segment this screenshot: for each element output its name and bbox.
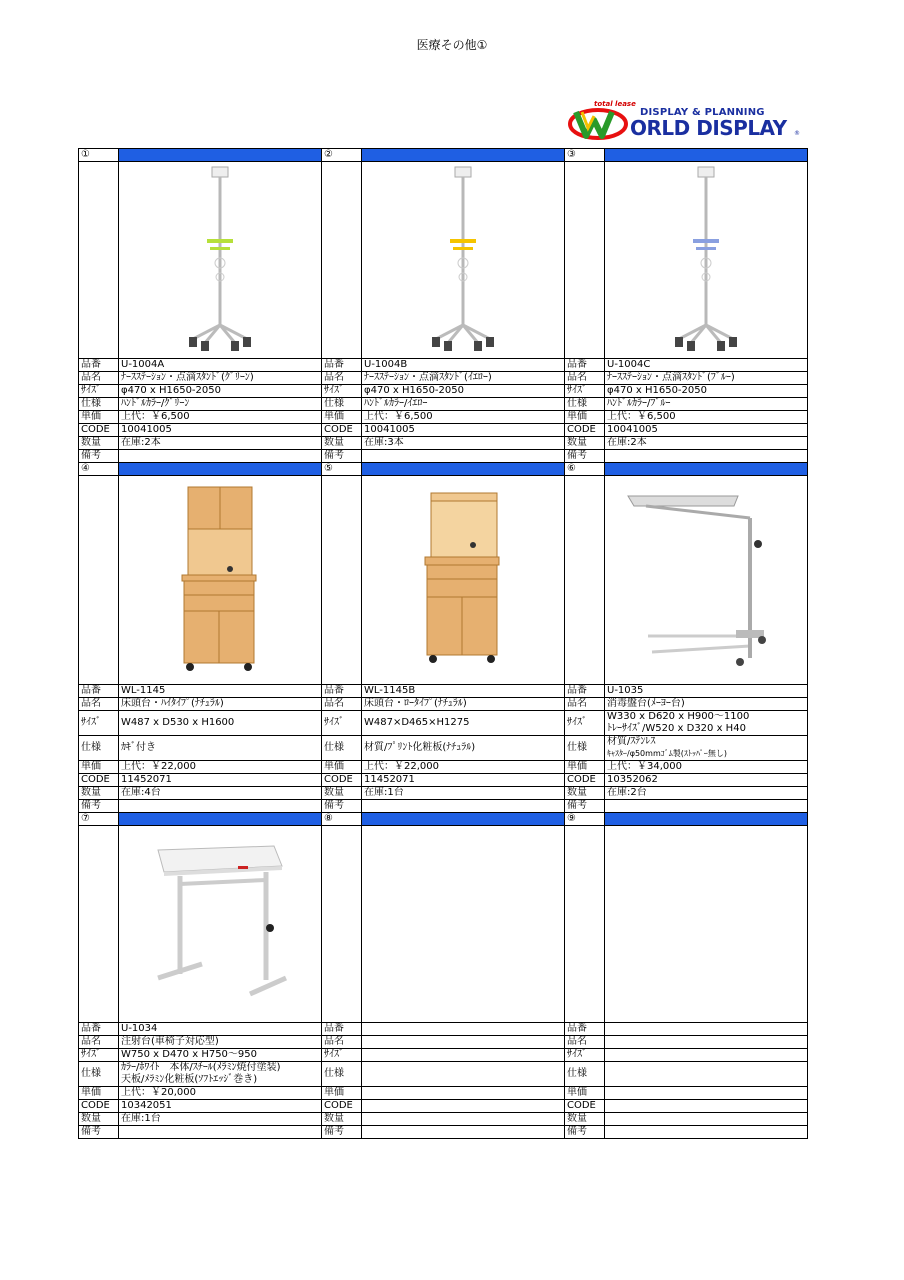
code-text: 11452071: [364, 774, 415, 785]
part-number-value: [605, 359, 808, 372]
note-label: 備考: [322, 800, 362, 813]
quantity-value: [605, 787, 808, 800]
header-bar: [119, 463, 322, 476]
size-value: [605, 385, 808, 398]
product-image-cell: [362, 162, 565, 359]
size-value: [119, 385, 322, 398]
price-value: [362, 1087, 565, 1100]
note-label: 備考: [79, 450, 119, 463]
product-name-text: 床頭台・ﾛｰﾀｲﾌﾟ(ﾅﾁｭﾗﾙ): [364, 698, 467, 709]
injection-table-image: [150, 844, 290, 1004]
item-number: ⑦: [79, 813, 119, 826]
code-value: [605, 774, 808, 787]
spec-label: 仕様: [565, 736, 605, 761]
product-name-text: 床頭台・ﾊｲﾀｲﾌﾟ(ﾅﾁｭﾗﾙ): [121, 698, 224, 709]
product-image-cell: [362, 826, 565, 1023]
size-label: ｻｲｽﾞ: [565, 385, 605, 398]
part-number-label: 品番: [79, 359, 119, 372]
image-spacer: [79, 826, 119, 1023]
size-text: φ470 x H1650-2050: [364, 385, 464, 396]
world-display-logo: [568, 100, 808, 142]
product-image-cell: [119, 476, 322, 685]
product-name-value: [362, 1036, 565, 1049]
part-number-label: 品番: [79, 1023, 119, 1036]
price-text: 上代：￥22,000: [364, 761, 439, 772]
price-label: 単価: [79, 1087, 119, 1100]
size-value: [605, 1049, 808, 1062]
product-name-label: 品名: [322, 372, 362, 385]
price-value: [119, 411, 322, 424]
price-text: 上代：￥6,500: [607, 411, 676, 422]
code-value: [362, 424, 565, 437]
product-name-label: 品名: [79, 372, 119, 385]
price-label: 単価: [79, 761, 119, 774]
product-image-cell: [605, 826, 808, 1023]
note-label: 備考: [565, 800, 605, 813]
size-label: ｻｲｽﾞ: [79, 385, 119, 398]
product-name-label: 品名: [79, 1036, 119, 1049]
logo-w-icon: [568, 104, 628, 140]
price-label: 単価: [565, 1087, 605, 1100]
quantity-value: [605, 437, 808, 450]
product-grid: [78, 148, 808, 1139]
product-name-label: 品名: [322, 1036, 362, 1049]
spec-value: [119, 1062, 322, 1087]
part-number-value: [119, 1023, 322, 1036]
size-text: W487 x D530 x H1600: [121, 717, 235, 728]
note-value: [362, 450, 565, 463]
quantity-label: 数量: [565, 787, 605, 800]
image-spacer: [565, 826, 605, 1023]
code-label: CODE: [79, 424, 119, 437]
spec-text: ｶｷﾞ付き: [121, 742, 156, 753]
code-label: CODE: [79, 1100, 119, 1113]
product-name-label: 品名: [565, 372, 605, 385]
part-number-label: 品番: [322, 359, 362, 372]
note-label: 備考: [79, 1126, 119, 1139]
product-name-label: 品名: [565, 1036, 605, 1049]
size-text: W487×D465×H1275: [364, 717, 470, 728]
size-label: ｻｲｽﾞ: [322, 711, 362, 736]
price-label: 単価: [322, 411, 362, 424]
note-value: [119, 800, 322, 813]
product-name-value: [119, 1036, 322, 1049]
item-number: ⑥: [565, 463, 605, 476]
part-number-label: 品番: [565, 685, 605, 698]
quantity-value: [362, 437, 565, 450]
spec-text: ﾊﾝﾄﾞﾙｶﾗｰ/ﾌﾞﾙｰ: [607, 398, 671, 409]
part-number-label: 品番: [79, 685, 119, 698]
product-name-value: [119, 372, 322, 385]
spec-value: [119, 398, 322, 411]
part-number-value: [605, 1023, 808, 1036]
quantity-text: 在庫:1台: [364, 787, 404, 798]
quantity-value: [119, 787, 322, 800]
spec-text: ﾊﾝﾄﾞﾙｶﾗｰ/ｲｴﾛｰ: [364, 398, 428, 409]
size-value: [119, 711, 322, 736]
spec-label: 仕様: [322, 1062, 362, 1087]
spec-value: [362, 736, 565, 761]
quantity-text: 在庫:2台: [607, 787, 647, 798]
price-label: 単価: [79, 411, 119, 424]
code-text: 10342051: [121, 1100, 172, 1111]
code-label: CODE: [565, 774, 605, 787]
logo-reg-mark: ®: [794, 130, 800, 137]
product-image-cell: [605, 476, 808, 685]
page-title: 医療その他①: [416, 38, 488, 52]
part-number-text: U-1004A: [121, 359, 165, 370]
size-value: [362, 1049, 565, 1062]
spec-label: 仕様: [565, 1062, 605, 1087]
spec-text-2: 天板/ﾒﾗﾐﾝ化粧板(ｿﾌﾄｴｯｼﾞ巻き): [121, 1074, 258, 1085]
price-text: 上代：￥34,000: [607, 761, 682, 772]
quantity-label: 数量: [79, 1113, 119, 1126]
size-text: W750 x D470 x H750～950: [121, 1049, 258, 1060]
product-name-label: 品名: [565, 698, 605, 711]
price-value: [119, 761, 322, 774]
spec-value: [362, 398, 565, 411]
code-text: 10041005: [121, 424, 172, 435]
spec-label: 仕様: [79, 1062, 119, 1087]
spec-text: 材質/ﾌﾟﾘﾝﾄ化粧板(ﾅﾁｭﾗﾙ): [364, 742, 476, 753]
size-value: [605, 711, 808, 736]
iv-stand-yellow-image: [428, 165, 498, 355]
bedside-cabinet-high-image: [180, 485, 260, 675]
price-label: 単価: [565, 411, 605, 424]
note-value: [605, 450, 808, 463]
product-name-label: 品名: [322, 698, 362, 711]
part-number-text: U-1035: [607, 685, 644, 696]
image-spacer: [565, 476, 605, 685]
note-label: 備考: [322, 450, 362, 463]
quantity-text: 在庫:1台: [121, 1113, 161, 1124]
size-text: W330 x D620 x H900～1100: [607, 711, 750, 722]
item-number: ④: [79, 463, 119, 476]
quantity-value: [605, 1113, 808, 1126]
price-value: [605, 411, 808, 424]
price-label: 単価: [322, 1087, 362, 1100]
header-bar: [605, 463, 808, 476]
code-value: [119, 774, 322, 787]
product-name-text: ﾅｰｽｽﾃｰｼｮﾝ・点滴ｽﾀﾝﾄﾞ(ｲｴﾛｰ): [364, 372, 492, 383]
spec-value: [362, 1062, 565, 1087]
size-text-2: ﾄﾚｰｻｲｽﾞ/W520 x D320 x H40: [607, 723, 746, 734]
size-label: ｻｲｽﾞ: [322, 385, 362, 398]
price-text: 上代：￥20,000: [121, 1087, 196, 1098]
header-bar: [119, 813, 322, 826]
quantity-label: 数量: [565, 437, 605, 450]
code-text: 10041005: [364, 424, 415, 435]
size-label: ｻｲｽﾞ: [565, 711, 605, 736]
spec-label: 仕様: [322, 736, 362, 761]
mayo-stand-image: [626, 488, 786, 672]
price-text: 上代：￥22,000: [121, 761, 196, 772]
quantity-text: 在庫:3本: [364, 437, 404, 448]
product-image-cell: [362, 476, 565, 685]
part-number-text: U-1034: [121, 1023, 158, 1034]
item-number: ⑧: [322, 813, 362, 826]
note-value: [362, 800, 565, 813]
code-label: CODE: [322, 774, 362, 787]
product-name-label: 品名: [79, 698, 119, 711]
part-number-value: [119, 359, 322, 372]
code-text: 10352062: [607, 774, 658, 785]
spec-label: 仕様: [79, 398, 119, 411]
code-value: [119, 424, 322, 437]
price-text: 上代：￥6,500: [121, 411, 190, 422]
header-bar: [119, 149, 322, 162]
header-bar: [362, 149, 565, 162]
image-spacer: [79, 476, 119, 685]
part-number-value: [119, 685, 322, 698]
part-number-text: WL-1145B: [364, 685, 416, 696]
code-value: [362, 1100, 565, 1113]
price-value: [605, 1087, 808, 1100]
note-label: 備考: [79, 800, 119, 813]
product-image-cell: [119, 826, 322, 1023]
item-number: ②: [322, 149, 362, 162]
product-name-text: ﾅｰｽｽﾃｰｼｮﾝ・点滴ｽﾀﾝﾄﾞ(ｸﾞﾘｰﾝ): [121, 372, 254, 383]
part-number-text: WL-1145: [121, 685, 166, 696]
part-number-text: U-1004C: [607, 359, 651, 370]
note-label: 備考: [322, 1126, 362, 1139]
note-value: [119, 1126, 322, 1139]
product-name-text: 消毒盤台(ﾒｰﾖｰ台): [607, 698, 685, 709]
price-label: 単価: [322, 761, 362, 774]
quantity-label: 数量: [322, 787, 362, 800]
code-label: CODE: [322, 1100, 362, 1113]
product-image-cell: [119, 162, 322, 359]
header-bar: [362, 813, 565, 826]
part-number-label: 品番: [565, 1023, 605, 1036]
price-value: [362, 761, 565, 774]
part-number-value: [605, 685, 808, 698]
spec-text-2: ｷｬｽﾀｰ/φ50mmｺﾞﾑ製(ｽﾄｯﾊﾟｰ無し): [607, 749, 727, 758]
header-bar: [605, 813, 808, 826]
code-label: CODE: [79, 774, 119, 787]
item-number: ③: [565, 149, 605, 162]
price-value: [605, 761, 808, 774]
part-number-label: 品番: [322, 1023, 362, 1036]
size-label: ｻｲｽﾞ: [565, 1049, 605, 1062]
product-name-value: [119, 698, 322, 711]
price-label: 単価: [565, 761, 605, 774]
size-value: [362, 385, 565, 398]
quantity-text: 在庫:2本: [121, 437, 161, 448]
note-value: [605, 1126, 808, 1139]
note-value: [362, 1126, 565, 1139]
item-number: ①: [79, 149, 119, 162]
logo-line2: ORLD DISPLAY: [630, 116, 787, 140]
code-value: [119, 1100, 322, 1113]
price-text: 上代：￥6,500: [364, 411, 433, 422]
product-name-value: [362, 698, 565, 711]
part-number-value: [362, 1023, 565, 1036]
image-spacer: [322, 826, 362, 1023]
part-number-text: U-1004B: [364, 359, 408, 370]
size-value: [362, 711, 565, 736]
quantity-value: [119, 1113, 322, 1126]
price-value: [362, 411, 565, 424]
quantity-label: 数量: [322, 437, 362, 450]
size-label: ｻｲｽﾞ: [79, 1049, 119, 1062]
logo-small-text: total lease: [594, 100, 636, 108]
part-number-value: [362, 359, 565, 372]
size-label: ｻｲｽﾞ: [322, 1049, 362, 1062]
product-name-value: [605, 698, 808, 711]
quantity-label: 数量: [79, 437, 119, 450]
product-name-value: [605, 1036, 808, 1049]
code-value: [605, 424, 808, 437]
quantity-value: [362, 1113, 565, 1126]
quantity-label: 数量: [565, 1113, 605, 1126]
spec-value: [605, 1062, 808, 1087]
quantity-text: 在庫:2本: [607, 437, 647, 448]
size-text: φ470 x H1650-2050: [121, 385, 221, 396]
product-name-text: ﾅｰｽｽﾃｰｼｮﾝ・点滴ｽﾀﾝﾄﾞ(ﾌﾞﾙｰ): [607, 372, 735, 383]
code-value: [362, 774, 565, 787]
product-name-value: [362, 372, 565, 385]
size-label: ｻｲｽﾞ: [79, 711, 119, 736]
part-number-value: [362, 685, 565, 698]
part-number-label: 品番: [322, 685, 362, 698]
product-name-value: [605, 372, 808, 385]
quantity-label: 数量: [322, 1113, 362, 1126]
code-text: 11452071: [121, 774, 172, 785]
note-value: [119, 450, 322, 463]
spec-value: [119, 736, 322, 761]
image-spacer: [322, 476, 362, 685]
note-label: 備考: [565, 1126, 605, 1139]
quantity-value: [119, 437, 322, 450]
code-value: [605, 1100, 808, 1113]
bedside-cabinet-low-image: [421, 491, 505, 669]
spec-label: 仕様: [565, 398, 605, 411]
iv-stand-blue-image: [671, 165, 741, 355]
header-bar: [362, 463, 565, 476]
quantity-text: 在庫:4台: [121, 787, 161, 798]
item-number: ⑤: [322, 463, 362, 476]
code-label: CODE: [565, 424, 605, 437]
spec-text: 材質/ｽﾃﾝﾚｽ: [607, 736, 656, 747]
spec-label: 仕様: [322, 398, 362, 411]
header-bar: [605, 149, 808, 162]
product-image-cell: [605, 162, 808, 359]
part-number-label: 品番: [565, 359, 605, 372]
image-spacer: [322, 162, 362, 359]
spec-text: ｶﾗｰ/ﾎﾜｲﾄ 本体/ｽﾁｰﾙ(ﾒﾗﾐﾝ焼付塗装): [121, 1062, 281, 1073]
image-spacer: [79, 162, 119, 359]
spec-label: 仕様: [79, 736, 119, 761]
item-number: ⑨: [565, 813, 605, 826]
price-value: [119, 1087, 322, 1100]
product-name-text: 注射台(車椅子対応型): [121, 1036, 219, 1047]
quantity-value: [362, 787, 565, 800]
image-spacer: [565, 162, 605, 359]
note-label: 備考: [565, 450, 605, 463]
spec-value: [605, 398, 808, 411]
spec-value: [605, 736, 808, 761]
quantity-label: 数量: [79, 787, 119, 800]
size-value: [119, 1049, 322, 1062]
size-text: φ470 x H1650-2050: [607, 385, 707, 396]
spec-text: ﾊﾝﾄﾞﾙｶﾗｰ/ｸﾞﾘｰﾝ: [121, 398, 190, 409]
code-text: 10041005: [607, 424, 658, 435]
note-value: [605, 800, 808, 813]
logo-line1: DISPLAY & PLANNING: [640, 107, 765, 118]
code-label: CODE: [322, 424, 362, 437]
iv-stand-green-image: [185, 165, 255, 355]
code-label: CODE: [565, 1100, 605, 1113]
